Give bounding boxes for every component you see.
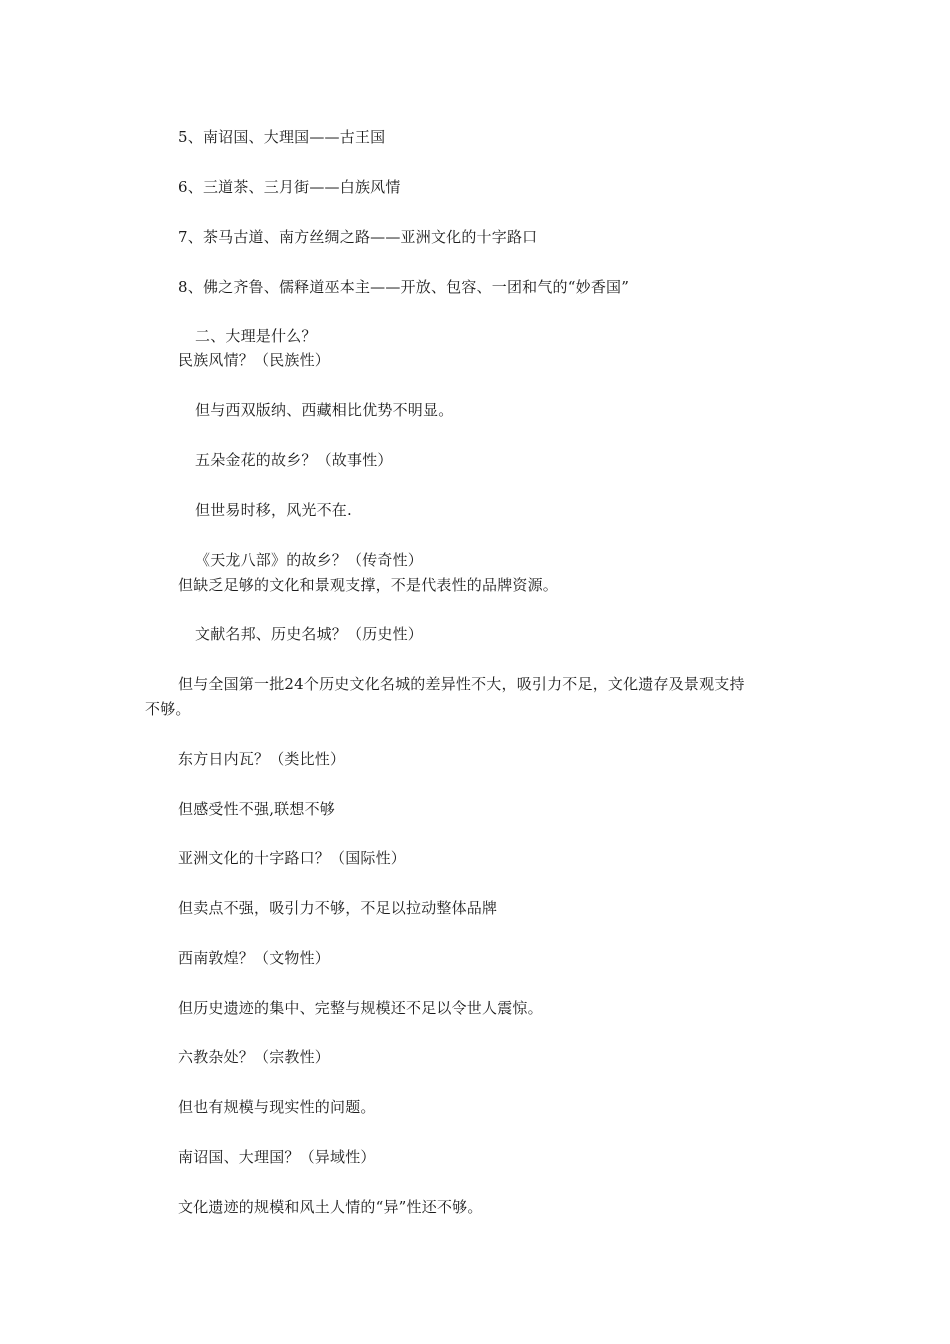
paragraph: 五朵金花的故乡？（故事性）: [195, 451, 393, 469]
section-heading: 二、大理是什么？: [195, 327, 317, 345]
paragraph: 但也有规模与现实性的问题。: [178, 1098, 376, 1116]
paragraph: 东方日内瓦？（类比性）: [178, 750, 346, 768]
paragraph: 但世易时移，风光不在.: [195, 501, 352, 519]
list-item-8: 8、佛之齐鲁、儒释道巫本主——开放、包容、一团和气的“妙香国”: [178, 278, 630, 296]
paragraph: 六教杂处？（宗教性）: [178, 1048, 331, 1066]
list-item-5: 5、南诏国、大理国——古王国: [178, 128, 386, 146]
paragraph: 但缺乏足够的文化和景观支撑，不是代表性的品牌资源。: [178, 576, 559, 594]
list-item-6: 6、三道茶、三月街——白族风情: [178, 178, 401, 196]
paragraph-continuation: 不够。: [145, 700, 191, 718]
list-item-7: 7、茶马古道、南方丝绸之路——亚洲文化的十字路口: [178, 228, 538, 246]
paragraph: 民族风情？（民族性）: [178, 351, 331, 369]
paragraph: 但历史遗迹的集中、完整与规模还不足以令世人震惊。: [178, 999, 543, 1017]
paragraph: 文化遗迹的规模和风土人情的“异”性还不够。: [178, 1198, 483, 1216]
paragraph: 西南敦煌？（文物性）: [178, 949, 331, 967]
paragraph: 文献名邦、历史名城？（历史性）: [195, 625, 424, 643]
paragraph: 亚洲文化的十字路口？（国际性）: [178, 849, 407, 867]
paragraph: 但卖点不强，吸引力不够，不足以拉动整体品牌: [178, 899, 498, 917]
paragraph: 但与全国第一批24个历史文化名城的差异性不大，吸引力不足，文化遗存及景观支持: [178, 675, 745, 693]
paragraph: 但与西双版纳、西藏相比优势不明显。: [195, 401, 454, 419]
paragraph: 但感受性不强,联想不够: [178, 800, 335, 818]
paragraph: 《天龙八部》的故乡？（传奇性）: [195, 551, 424, 569]
paragraph: 南诏国、大理国？（异域性）: [178, 1148, 376, 1166]
